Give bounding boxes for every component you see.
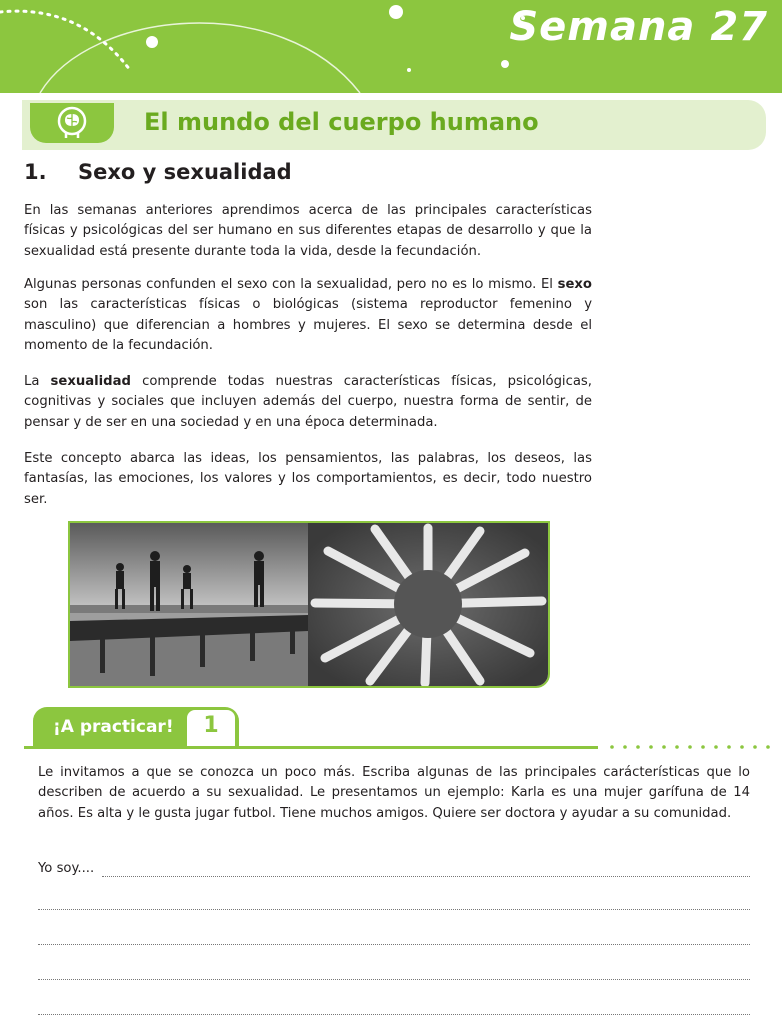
section-heading bbox=[24, 160, 292, 184]
practice-tab bbox=[33, 707, 239, 747]
paragraph-3-start: La bbox=[24, 374, 40, 389]
paragraph-2 bbox=[24, 275, 592, 357]
paragraph-2-start: Algunas personas confunden el sexo con la sexualidad, pero no es lo mismo. El bbox=[24, 277, 553, 292]
practice-label: ¡A practicar! bbox=[53, 717, 174, 737]
header-band bbox=[0, 0, 782, 93]
week-title: Semana 27 bbox=[509, 4, 768, 50]
answer-line-4[interactable] bbox=[38, 979, 750, 980]
paragraph-3 bbox=[24, 372, 592, 433]
paragraph-4: Este concepto abarca las ideas, los pensamientos, las palabras, los deseos, las fantasías, las emociones, los valores y los comportamientos, es decir, todo nuestro ser. bbox=[24, 451, 592, 507]
practice-number: 1 bbox=[203, 713, 219, 738]
answer-line-3[interactable] bbox=[38, 944, 750, 945]
topic-title: El mundo del cuerpo humano bbox=[144, 108, 539, 136]
practice-rule bbox=[24, 746, 598, 749]
paragraph-2-end: son las características físicas o biológicas (sistema reproductor femenino y masculino) que diferencian a hombres y mujeres. El sexo se determina desde el momento de la fecundación. bbox=[24, 297, 592, 354]
topic-icon-box bbox=[30, 103, 114, 143]
section-number: 1. bbox=[24, 160, 47, 184]
practice-dots-divider bbox=[598, 742, 778, 752]
answer-line-5[interactable] bbox=[38, 1014, 750, 1015]
section-title: Sexo y sexualidad bbox=[78, 160, 292, 184]
term-sexualidad: sexualidad bbox=[50, 374, 131, 389]
paragraph-1: En las semanas anteriores aprendimos acerca de las principales características físicas y psicológicas del ser humano en sus diferentes etapas de desarrollo y que la sexualidad está presente durante toda la vida, desde la fecundación. bbox=[24, 203, 592, 259]
practice-number-box bbox=[187, 710, 235, 747]
paragraph-3-end: comprende todas nuestras características físicas, psicológicas, cognitivas y sociales que incluyen además del cuerpo, nuestra forma de sentir, de pensar y de ser en una sociedad y en una época determinada. bbox=[24, 374, 592, 430]
answer-line-2[interactable] bbox=[38, 909, 750, 910]
term-sexo: sexo bbox=[557, 277, 592, 292]
photo-image bbox=[70, 523, 548, 686]
answer-prompt: Yo soy.... bbox=[38, 861, 95, 876]
answer-line-1[interactable] bbox=[102, 876, 750, 877]
practice-instructions: Le invitamos a que se conozca un poco más. Escriba algunas de las principales carácterísticas que lo describen de acuerdo a su sexualidad. Le presentamos un ejemplo: Karla es una mujer garífuna de 14 años. Es alta y le gusta jugar futbol. Tiene muchos amigos. Quiere ser doctora y ayudar a su comunidad. bbox=[38, 765, 750, 821]
brain-head-icon bbox=[55, 106, 89, 140]
photo-collage bbox=[68, 521, 550, 688]
topic-bar bbox=[22, 100, 766, 150]
